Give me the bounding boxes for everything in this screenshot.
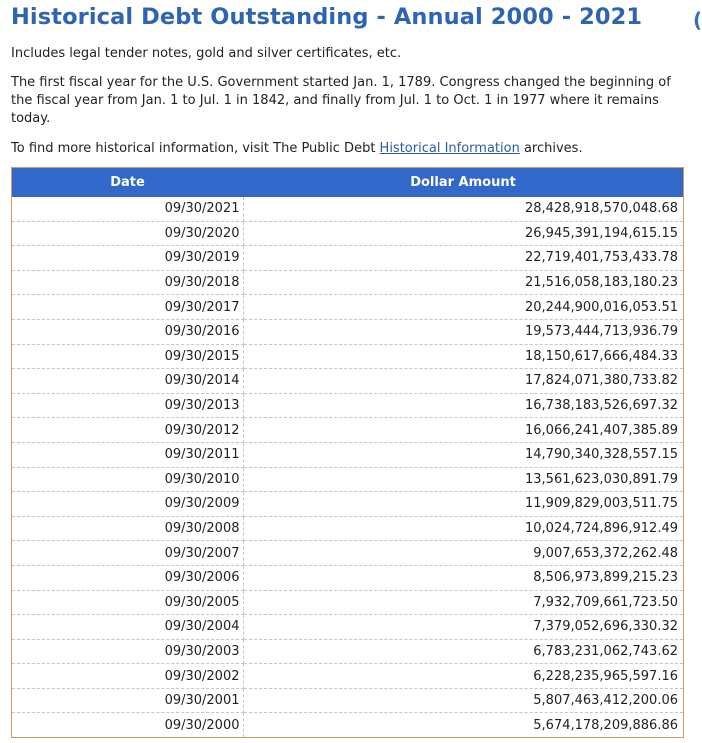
date-cell: 09/30/2006 (12, 565, 243, 590)
date-cell: 09/30/2009 (12, 492, 243, 517)
table-row (12, 713, 683, 737)
debt-table (12, 168, 683, 737)
amount-cell: 6,228,235,965,597.16 (243, 664, 683, 689)
table-header-row (12, 168, 683, 197)
date-cell: 09/30/2013 (12, 393, 243, 418)
amount-cell: 5,807,463,412,200.06 (243, 688, 683, 713)
table-row (12, 418, 683, 443)
table-body (12, 197, 683, 737)
table-row (12, 295, 683, 320)
column-header-date[interactable]: Date (12, 168, 243, 197)
amount-cell: 21,516,058,183,180.23 (243, 270, 683, 295)
amount-cell: 5,674,178,209,886.86 (533, 717, 678, 733)
date-cell: 09/30/2010 (12, 467, 243, 492)
date-cell: 09/30/2015 (12, 344, 243, 369)
table-row (12, 221, 683, 246)
date-cell: 09/30/2003 (12, 639, 243, 664)
historical-information-link[interactable]: Historical Information (379, 141, 520, 156)
date-cell: 09/30/2016 (12, 319, 243, 344)
table-row (12, 516, 683, 541)
date-cell: 09/30/2008 (12, 516, 243, 541)
table-row (12, 615, 683, 640)
column-header-amount[interactable]: Dollar Amount (243, 168, 683, 197)
table-row (12, 442, 683, 467)
table-row (12, 541, 683, 566)
amount-cell: 16,066,241,407,385.89 (243, 418, 683, 443)
table-row (12, 590, 683, 615)
amount-cell: 17,824,071,380,733.82 (243, 369, 683, 394)
amount-cell: 16,738,183,526,697.32 (243, 393, 683, 418)
table-row (12, 664, 683, 689)
table-row (12, 319, 683, 344)
date-cell: 09/30/2005 (12, 590, 243, 615)
date-cell: 09/30/2018 (12, 270, 243, 295)
amount-cell: 19,573,444,713,936.79 (243, 319, 683, 344)
amount-cell: 14,790,340,328,557.15 (243, 442, 683, 467)
table-row (12, 246, 683, 271)
note-text: Includes legal tender notes, gold and silver certificates, etc. (11, 46, 402, 61)
fiscal-year-info: The first fiscal year for the U.S. Government started Jan. 1, 1789. Congress changed the beginning of the fiscal year from Jan. 1 to Jul. 1 in 1842, and finally from Jul. 1 to Oct. 1 in 1977 where it remains today. (11, 75, 671, 126)
amount-cell: 26,945,391,194,615.15 (243, 221, 683, 246)
table-row (12, 270, 683, 295)
date-cell: 09/30/2021 (12, 197, 243, 221)
table-row (12, 467, 683, 492)
amount-cell: 18,150,617,666,484.33 (243, 344, 683, 369)
amount-cell: 9,007,653,372,262.48 (243, 541, 683, 566)
date-cell: 09/30/2020 (12, 221, 243, 246)
amount-cell: 10,024,724,896,912.49 (243, 516, 683, 541)
debt-table-container (11, 167, 684, 738)
amount-cell: 6,783,231,062,743.62 (243, 639, 683, 664)
table-row (12, 639, 683, 664)
more-info-prefix: To find more historical information, visit The Public Debt (11, 141, 380, 156)
table-row (12, 688, 683, 713)
more-info-text (11, 140, 583, 158)
amount-cell: 13,561,623,030,891.79 (243, 467, 683, 492)
table-row (12, 393, 683, 418)
amount-cell: 8,506,973,899,215.23 (243, 565, 683, 590)
table-row (12, 369, 683, 394)
clipped-edge-glyph: ( (693, 8, 702, 32)
table-row (12, 565, 683, 590)
date-cell: 09/30/2011 (12, 442, 243, 467)
page-title: Historical Debt Outstanding - Annual 2000 - 2021 (11, 4, 643, 30)
date-cell: 09/30/2004 (12, 615, 243, 640)
date-cell: 09/30/2014 (12, 369, 243, 394)
date-cell: 09/30/2017 (12, 295, 243, 320)
table-row (12, 197, 683, 221)
date-cell: 09/30/2002 (12, 664, 243, 689)
date-cell: 09/30/2019 (12, 246, 243, 271)
date-cell: 09/30/2000 (12, 713, 243, 737)
amount-cell: 7,379,052,696,330.32 (243, 615, 683, 640)
table-row (12, 344, 683, 369)
more-info-suffix: archives. (519, 141, 583, 156)
amount-cell: 22,719,401,753,433.78 (243, 246, 683, 271)
amount-cell: 20,244,900,016,053.51 (243, 295, 683, 320)
date-cell: 09/30/2001 (12, 688, 243, 713)
amount-cell: 11,909,829,003,511.75 (243, 492, 683, 517)
date-cell: 09/30/2007 (12, 541, 243, 566)
amount-cell: 7,932,709,661,723.50 (243, 590, 683, 615)
amount-cell: 28,428,918,570,048.68 (243, 197, 683, 221)
table-row (12, 492, 683, 517)
date-cell: 09/30/2012 (12, 418, 243, 443)
